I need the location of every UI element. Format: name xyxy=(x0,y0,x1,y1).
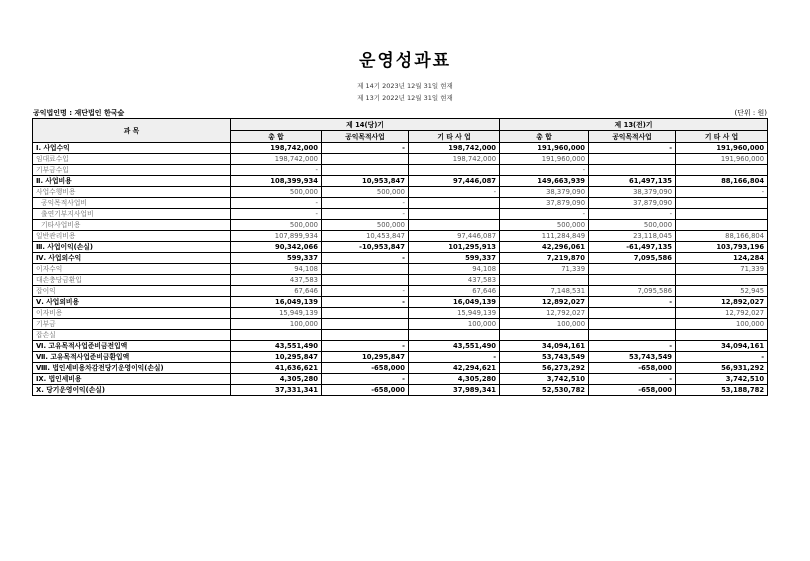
row-value: 67,646 xyxy=(231,286,322,297)
row-value xyxy=(409,198,500,209)
row-value: 100,000 xyxy=(231,319,322,330)
row-label: Ⅱ. 사업비용 xyxy=(33,176,231,187)
row-value xyxy=(589,319,676,330)
table-row xyxy=(33,363,768,374)
table-row xyxy=(33,385,768,396)
row-value: - xyxy=(676,187,768,198)
table-row xyxy=(33,330,768,341)
header-current-other: 기 타 사 업 xyxy=(409,131,500,143)
row-value xyxy=(589,275,676,286)
row-value: 67,646 xyxy=(409,286,500,297)
row-label: 이자수익 xyxy=(33,264,231,275)
row-value: 10,295,847 xyxy=(231,352,322,363)
row-value: 43,551,490 xyxy=(231,341,322,352)
header-prior-period: 제 13(전)기 xyxy=(500,119,768,131)
row-value xyxy=(676,275,768,286)
row-value: 42,294,621 xyxy=(409,363,500,374)
row-value: 12,892,027 xyxy=(676,297,768,308)
row-value: 34,094,161 xyxy=(676,341,768,352)
row-value: 100,000 xyxy=(676,319,768,330)
row-value: 500,000 xyxy=(589,220,676,231)
row-value: - xyxy=(589,209,676,220)
row-value: 15,949,139 xyxy=(231,308,322,319)
row-label: 기부금수입 xyxy=(33,165,231,176)
header-item: 과 목 xyxy=(33,119,231,143)
row-value: 56,931,292 xyxy=(676,363,768,374)
table-row xyxy=(33,374,768,385)
row-value: 191,960,000 xyxy=(500,143,589,154)
table-row xyxy=(33,286,768,297)
row-value: 37,879,090 xyxy=(500,198,589,209)
row-value: 4,305,280 xyxy=(231,374,322,385)
row-value: 191,960,000 xyxy=(676,154,768,165)
row-value: 3,742,510 xyxy=(500,374,589,385)
row-value: 100,000 xyxy=(409,319,500,330)
row-value xyxy=(322,264,409,275)
row-value: 41,636,621 xyxy=(231,363,322,374)
row-value xyxy=(676,330,768,341)
row-value: 23,118,045 xyxy=(589,231,676,242)
row-value: 10,295,847 xyxy=(322,352,409,363)
table-row xyxy=(33,341,768,352)
row-value: 191,960,000 xyxy=(676,143,768,154)
row-value: 108,399,934 xyxy=(231,176,322,187)
row-label: Ⅵ. 고유목적사업준비금전입액 xyxy=(33,341,231,352)
table-row xyxy=(33,143,768,154)
header-prior-public: 공익목적사업 xyxy=(589,131,676,143)
row-value: 7,148,531 xyxy=(500,286,589,297)
row-label: 임대료수입 xyxy=(33,154,231,165)
row-value: 101,295,913 xyxy=(409,242,500,253)
row-value xyxy=(676,165,768,176)
row-value xyxy=(676,198,768,209)
table-row xyxy=(33,297,768,308)
row-value: - xyxy=(322,286,409,297)
row-value: - xyxy=(322,341,409,352)
row-value xyxy=(322,319,409,330)
row-label: 기타사업비용 xyxy=(33,220,231,231)
row-value: 12,792,027 xyxy=(500,308,589,319)
row-label: 잡이익 xyxy=(33,286,231,297)
row-value: 103,793,196 xyxy=(676,242,768,253)
table-body xyxy=(33,143,768,396)
row-value xyxy=(676,220,768,231)
row-value: 53,743,549 xyxy=(589,352,676,363)
row-value: 107,899,934 xyxy=(231,231,322,242)
row-value: - xyxy=(676,352,768,363)
row-value: 500,000 xyxy=(500,220,589,231)
row-label: 잡손실 xyxy=(33,330,231,341)
row-value xyxy=(322,330,409,341)
row-value: 97,446,087 xyxy=(409,231,500,242)
row-label: Ⅳ. 사업외수익 xyxy=(33,253,231,264)
row-label: Ⅰ. 사업수익 xyxy=(33,143,231,154)
row-value: 12,792,027 xyxy=(676,308,768,319)
row-value: 500,000 xyxy=(231,187,322,198)
row-value xyxy=(676,209,768,220)
row-value: -658,000 xyxy=(322,385,409,396)
row-value xyxy=(231,330,322,341)
row-value: 56,273,292 xyxy=(500,363,589,374)
row-value: - xyxy=(322,209,409,220)
row-value: 71,339 xyxy=(676,264,768,275)
row-value: 3,742,510 xyxy=(676,374,768,385)
row-value: 100,000 xyxy=(500,319,589,330)
row-value: 111,284,849 xyxy=(500,231,589,242)
row-value: 124,284 xyxy=(676,253,768,264)
row-value: -658,000 xyxy=(322,363,409,374)
row-value: 7,219,870 xyxy=(500,253,589,264)
table-row xyxy=(33,220,768,231)
table-row xyxy=(33,319,768,330)
row-value xyxy=(589,165,676,176)
header-current-public: 공익목적사업 xyxy=(322,131,409,143)
table-row xyxy=(33,242,768,253)
row-value xyxy=(589,154,676,165)
row-value: 94,108 xyxy=(231,264,322,275)
row-value xyxy=(322,154,409,165)
period-current: 제 14기 2023년 12월 31일 현재 xyxy=(357,82,453,90)
row-value: 437,583 xyxy=(231,275,322,286)
row-label: 이자비용 xyxy=(33,308,231,319)
row-value: - xyxy=(322,374,409,385)
row-value: 88,166,804 xyxy=(676,231,768,242)
row-label: 공익목적사업비 xyxy=(33,198,231,209)
row-value xyxy=(589,308,676,319)
row-value: -10,953,847 xyxy=(322,242,409,253)
row-value: - xyxy=(231,165,322,176)
row-label: Ⅶ. 고유목적사업준비금환입액 xyxy=(33,352,231,363)
row-value: 10,953,847 xyxy=(322,176,409,187)
table-row xyxy=(33,231,768,242)
table-row xyxy=(33,187,768,198)
row-value: 53,188,782 xyxy=(676,385,768,396)
header-current-total: 총 합 xyxy=(231,131,322,143)
row-value: 71,339 xyxy=(500,264,589,275)
row-value xyxy=(409,220,500,231)
row-label: Ⅹ. 당기운영이익(손실) xyxy=(33,385,231,396)
row-value: -658,000 xyxy=(589,363,676,374)
row-value xyxy=(500,275,589,286)
row-label: Ⅲ. 사업이익(손실) xyxy=(33,242,231,253)
row-value xyxy=(500,330,589,341)
row-value: - xyxy=(589,341,676,352)
row-label: Ⅴ. 사업외비용 xyxy=(33,297,231,308)
row-value: 12,892,027 xyxy=(500,297,589,308)
row-value: 599,337 xyxy=(409,253,500,264)
row-value: 53,743,549 xyxy=(500,352,589,363)
row-value: 4,305,280 xyxy=(409,374,500,385)
row-value: 7,095,586 xyxy=(589,253,676,264)
row-value xyxy=(589,330,676,341)
row-value: 15,949,139 xyxy=(409,308,500,319)
row-value: 149,663,939 xyxy=(500,176,589,187)
row-value: 52,945 xyxy=(676,286,768,297)
row-label: Ⅷ. 법인세비용차감전당기운영이익(손실) xyxy=(33,363,231,374)
table-row xyxy=(33,165,768,176)
header-prior-other: 기 타 사 업 xyxy=(676,131,768,143)
row-value: 34,094,161 xyxy=(500,341,589,352)
table-row xyxy=(33,264,768,275)
row-value: 198,742,000 xyxy=(409,143,500,154)
row-label: 기부금 xyxy=(33,319,231,330)
row-value: - xyxy=(322,198,409,209)
row-value: - xyxy=(231,209,322,220)
row-value: - xyxy=(589,297,676,308)
period-prior: 제 13기 2022년 12월 31일 현재 xyxy=(357,94,453,102)
row-value: - xyxy=(231,198,322,209)
row-label: 대손충당금환입 xyxy=(33,275,231,286)
header-prior-total: 총 합 xyxy=(500,131,589,143)
row-value: 88,166,804 xyxy=(676,176,768,187)
row-value: - xyxy=(500,165,589,176)
row-value: 198,742,000 xyxy=(231,143,322,154)
table-row xyxy=(33,176,768,187)
row-value xyxy=(322,165,409,176)
table-row xyxy=(33,154,768,165)
row-value: 16,049,139 xyxy=(409,297,500,308)
row-value: - xyxy=(322,297,409,308)
row-value: 52,530,782 xyxy=(500,385,589,396)
row-value: 599,337 xyxy=(231,253,322,264)
table-row xyxy=(33,308,768,319)
table-row xyxy=(33,198,768,209)
row-value: 198,742,000 xyxy=(409,154,500,165)
table-row xyxy=(33,352,768,363)
row-value: - xyxy=(409,187,500,198)
row-value: 37,331,341 xyxy=(231,385,322,396)
row-value xyxy=(409,165,500,176)
row-value: 37,879,090 xyxy=(589,198,676,209)
row-value xyxy=(322,275,409,286)
row-label: 사업수행비용 xyxy=(33,187,231,198)
row-label: Ⅸ. 법인세비용 xyxy=(33,374,231,385)
row-value: - xyxy=(409,352,500,363)
row-value: 94,108 xyxy=(409,264,500,275)
row-value: 500,000 xyxy=(231,220,322,231)
row-value: 38,379,090 xyxy=(500,187,589,198)
row-value: 437,583 xyxy=(409,275,500,286)
operating-results-table xyxy=(32,118,768,396)
row-value: - xyxy=(589,374,676,385)
row-value: 42,296,061 xyxy=(500,242,589,253)
row-value: -61,497,135 xyxy=(589,242,676,253)
row-value: 43,551,490 xyxy=(409,341,500,352)
row-value: 61,497,135 xyxy=(589,176,676,187)
row-value: 10,453,847 xyxy=(322,231,409,242)
header-current-period: 제 14(당)기 xyxy=(231,119,500,131)
row-value: 500,000 xyxy=(322,220,409,231)
row-value xyxy=(589,264,676,275)
row-value xyxy=(409,209,500,220)
entity-name: 공익법인명 : 재단법인 한국숲 xyxy=(33,109,125,117)
row-value: 191,960,000 xyxy=(500,154,589,165)
row-label: 출연기부지사업비 xyxy=(33,209,231,220)
row-value: 38,379,090 xyxy=(589,187,676,198)
row-value xyxy=(322,308,409,319)
row-value: - xyxy=(322,253,409,264)
row-value: 198,742,000 xyxy=(231,154,322,165)
row-value: -658,000 xyxy=(589,385,676,396)
row-value: 90,342,066 xyxy=(231,242,322,253)
table-row xyxy=(33,209,768,220)
row-label: 일반관리비용 xyxy=(33,231,231,242)
row-value: 37,989,341 xyxy=(409,385,500,396)
row-value: 97,446,087 xyxy=(409,176,500,187)
unit-label: (단위 : 원) xyxy=(734,109,767,117)
row-value: 16,049,139 xyxy=(231,297,322,308)
table-row xyxy=(33,275,768,286)
row-value: - xyxy=(589,143,676,154)
row-value xyxy=(409,330,500,341)
page-title: 운영성과표 xyxy=(358,51,452,71)
row-value: 7,095,586 xyxy=(589,286,676,297)
row-value: 500,000 xyxy=(322,187,409,198)
row-value: - xyxy=(500,209,589,220)
table-row xyxy=(33,253,768,264)
row-value: - xyxy=(322,143,409,154)
